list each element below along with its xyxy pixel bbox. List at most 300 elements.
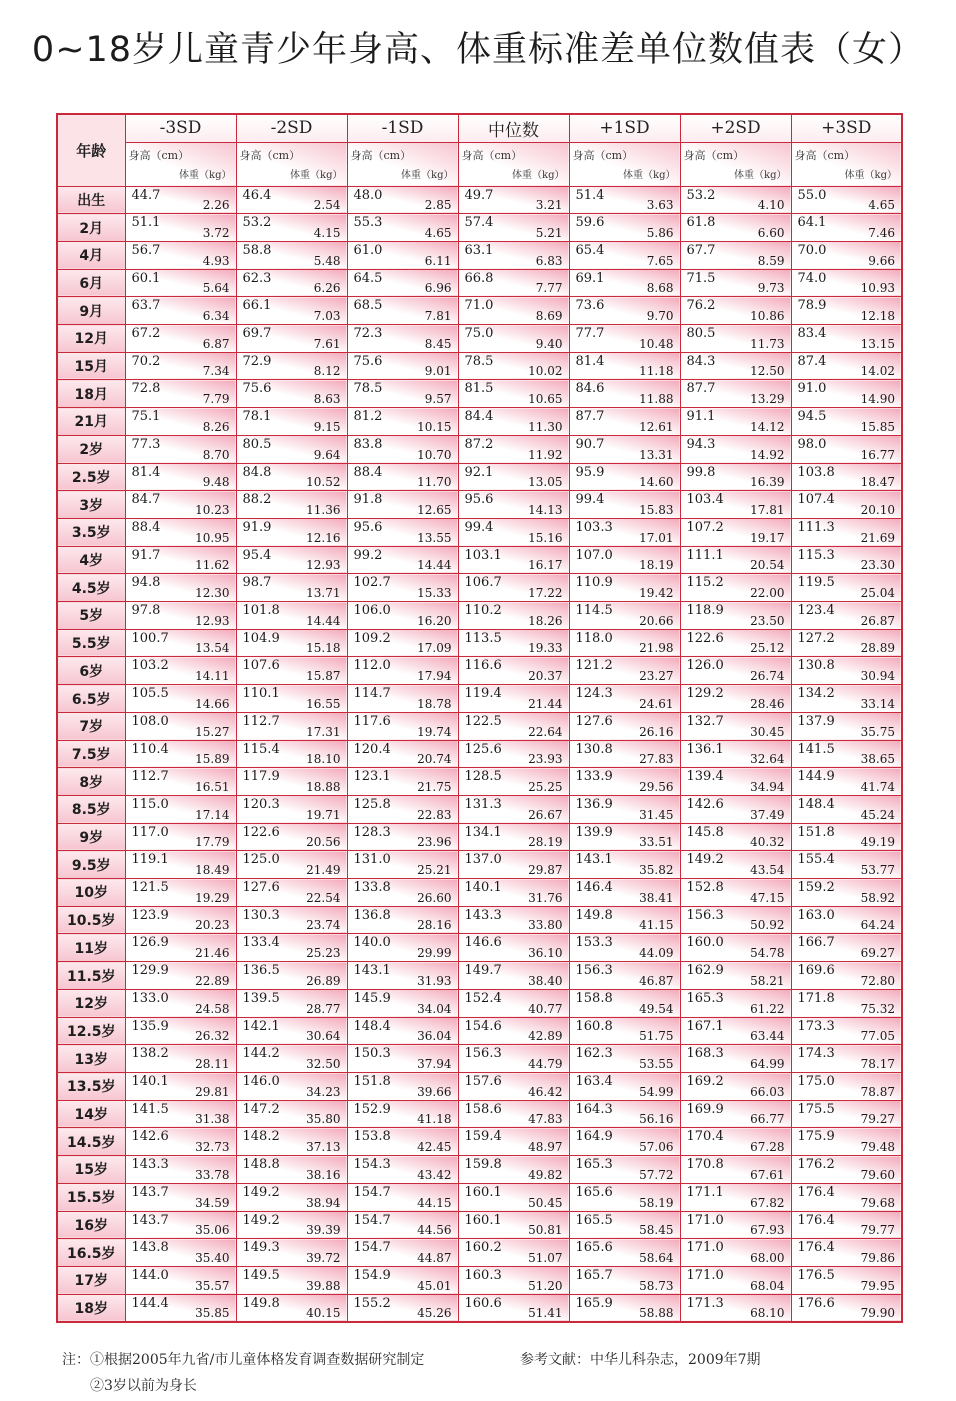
height-value: 169.9 — [686, 1101, 724, 1117]
weight-value: 39.39 — [306, 1223, 341, 1238]
height-value: 153.8 — [353, 1129, 391, 1145]
weight-value: 29.87 — [528, 863, 563, 878]
value-cell — [680, 574, 791, 602]
height-value: 112.7 — [242, 713, 280, 729]
table-row — [57, 1211, 902, 1239]
weight-value: 31.38 — [195, 1112, 230, 1127]
value-cell — [458, 518, 569, 546]
value-cell — [791, 685, 902, 713]
height-value: 104.9 — [242, 630, 280, 646]
weight-value: 12.18 — [860, 309, 895, 324]
weight-value: 14.44 — [306, 613, 341, 628]
value-cell — [347, 934, 458, 962]
value-cell — [569, 1266, 680, 1294]
height-value: 136.9 — [575, 796, 613, 812]
height-value: 146.0 — [242, 1074, 280, 1089]
weight-value: 2.54 — [313, 198, 341, 213]
weight-value: 67.82 — [750, 1195, 785, 1210]
value-cell — [680, 1045, 791, 1073]
height-value: 81.5 — [464, 381, 494, 397]
weight-value: 28.11 — [195, 1057, 230, 1071]
value-cell — [458, 657, 569, 685]
height-value: 162.3 — [575, 1046, 613, 1062]
weight-value: 21.46 — [195, 946, 230, 961]
height-value: 131.3 — [464, 796, 502, 812]
height-value: 171.1 — [686, 1184, 724, 1200]
value-cell — [569, 1211, 680, 1239]
height-value: 80.5 — [242, 436, 272, 452]
weight-value: 34.59 — [195, 1195, 230, 1210]
height-value: 149.8 — [242, 1295, 280, 1311]
value-cell — [458, 1100, 569, 1128]
value-cell — [569, 352, 680, 380]
weight-value: 37.49 — [750, 807, 785, 822]
value-cell — [680, 629, 791, 657]
weight-value: 6.87 — [202, 336, 230, 351]
value-cell — [236, 491, 347, 519]
value-cell — [680, 851, 791, 879]
weight-value: 35.82 — [639, 863, 674, 878]
height-value: 154.3 — [353, 1157, 391, 1173]
value-cell — [791, 989, 902, 1017]
age-cell: 5.5岁 — [57, 629, 125, 657]
value-cell — [347, 1073, 458, 1101]
weight-value: 26.32 — [195, 1029, 230, 1044]
weight-value: 57.06 — [639, 1140, 674, 1155]
value-cell — [125, 325, 236, 353]
weight-value: 24.58 — [195, 1001, 230, 1016]
table-row — [57, 1073, 902, 1101]
value-cell — [791, 186, 902, 214]
height-value: 169.6 — [797, 963, 835, 979]
value-cell — [458, 546, 569, 574]
value-cell — [791, 297, 902, 325]
value-cell — [569, 1128, 680, 1156]
height-value: 116.6 — [464, 658, 502, 674]
table-row — [57, 657, 902, 685]
weight-value: 23.30 — [860, 558, 895, 573]
value-cell — [125, 740, 236, 768]
value-cell — [236, 879, 347, 907]
weight-value: 15.87 — [306, 669, 341, 684]
weight-value: 33.80 — [528, 918, 563, 933]
height-value: 143.8 — [131, 1240, 169, 1256]
weight-value: 21.75 — [417, 779, 452, 794]
weight-value: 28.16 — [417, 918, 452, 933]
height-value: 143.1 — [575, 852, 613, 868]
age-cell: 9岁 — [57, 823, 125, 851]
value-cell — [347, 712, 458, 740]
weight-value: 54.99 — [639, 1084, 674, 1099]
table-row — [57, 186, 902, 214]
height-value: 125.0 — [242, 852, 280, 868]
height-value: 107.0 — [575, 547, 613, 563]
weight-value: 64.99 — [750, 1057, 785, 1071]
value-cell — [125, 186, 236, 214]
weight-value: 8.69 — [535, 309, 563, 324]
weight-value: 23.74 — [306, 918, 341, 933]
weight-value: 9.57 — [424, 392, 452, 407]
weight-value: 12.30 — [195, 586, 230, 601]
value-cell — [680, 934, 791, 962]
weight-value: 15.89 — [195, 752, 230, 767]
weight-value: 19.33 — [528, 641, 563, 656]
value-cell — [236, 214, 347, 242]
value-cell — [458, 269, 569, 297]
height-value: 61.0 — [353, 242, 383, 258]
weight-value: 20.37 — [528, 669, 563, 684]
value-cell — [680, 435, 791, 463]
value-cell — [125, 269, 236, 297]
height-value: 140.1 — [131, 1074, 169, 1089]
sub-header — [347, 142, 458, 186]
height-unit-label: 身高（cm） — [128, 148, 190, 162]
table-row — [57, 297, 902, 325]
height-value: 156.3 — [464, 1046, 502, 1062]
value-cell — [236, 768, 347, 796]
weight-value: 68.10 — [750, 1306, 785, 1320]
weight-value: 23.96 — [417, 835, 452, 850]
value-cell — [569, 1183, 680, 1211]
age-cell: 6岁 — [57, 657, 125, 685]
table-row — [57, 491, 902, 519]
weight-value: 17.22 — [528, 586, 563, 601]
age-cell: 8岁 — [57, 768, 125, 796]
height-value: 149.8 — [575, 907, 613, 923]
height-value: 127.2 — [797, 630, 835, 646]
height-value: 133.9 — [575, 769, 613, 785]
weight-value: 13.29 — [750, 392, 785, 407]
weight-value: 13.71 — [306, 586, 341, 601]
height-value: 154.7 — [353, 1240, 391, 1256]
weight-value: 14.90 — [860, 392, 895, 407]
value-cell — [680, 325, 791, 353]
height-value: 155.4 — [797, 852, 835, 868]
value-cell — [347, 1100, 458, 1128]
value-cell — [680, 352, 791, 380]
table-row — [57, 1017, 902, 1045]
height-value: 117.6 — [353, 713, 391, 729]
value-cell — [125, 241, 236, 269]
height-value: 75.6 — [353, 353, 383, 369]
value-cell — [458, 297, 569, 325]
value-cell — [458, 629, 569, 657]
height-value: 91.1 — [686, 409, 716, 425]
weight-value: 11.62 — [195, 558, 230, 573]
value-cell — [791, 241, 902, 269]
value-cell — [125, 602, 236, 630]
weight-value: 38.65 — [860, 752, 895, 767]
value-cell — [680, 269, 791, 297]
value-cell — [347, 657, 458, 685]
weight-value: 25.21 — [417, 863, 452, 878]
value-cell — [236, 740, 347, 768]
value-cell — [236, 325, 347, 353]
value-cell — [458, 214, 569, 242]
height-value: 64.1 — [797, 215, 827, 231]
height-value: 95.9 — [575, 464, 605, 480]
value-cell — [125, 989, 236, 1017]
weight-unit-label: 体重（kg） — [844, 169, 897, 181]
height-value: 63.7 — [131, 298, 161, 314]
value-cell — [680, 1183, 791, 1211]
value-cell — [458, 352, 569, 380]
height-value: 78.9 — [797, 298, 827, 314]
weight-value: 5.64 — [202, 281, 230, 296]
value-cell — [569, 186, 680, 214]
height-value: 118.9 — [686, 603, 724, 619]
height-value: 100.7 — [131, 630, 169, 646]
weight-value: 23.93 — [528, 752, 563, 767]
height-value: 164.9 — [575, 1129, 613, 1145]
weight-value: 9.40 — [535, 336, 563, 351]
weight-value: 37.13 — [306, 1140, 341, 1155]
value-cell — [569, 712, 680, 740]
age-cell: 2.5岁 — [57, 463, 125, 491]
table-row — [57, 325, 902, 353]
value-cell — [125, 435, 236, 463]
weight-value: 30.64 — [306, 1029, 341, 1044]
height-value: 165.3 — [575, 1157, 613, 1173]
value-cell — [125, 491, 236, 519]
weight-value: 79.90 — [860, 1306, 895, 1320]
height-value: 117.0 — [131, 824, 169, 840]
value-cell — [458, 1045, 569, 1073]
value-cell — [458, 186, 569, 214]
weight-value: 13.31 — [639, 447, 674, 462]
value-cell — [347, 740, 458, 768]
weight-value: 79.77 — [860, 1223, 895, 1238]
weight-value: 3.21 — [535, 198, 563, 213]
height-value: 146.6 — [464, 935, 502, 951]
table-row — [57, 380, 902, 408]
height-value: 91.7 — [131, 547, 161, 563]
weight-value: 9.48 — [202, 475, 230, 490]
height-value: 81.4 — [575, 353, 605, 369]
weight-value: 25.12 — [750, 641, 785, 656]
value-cell — [680, 1266, 791, 1294]
height-value: 165.7 — [575, 1267, 613, 1283]
weight-value: 14.13 — [528, 502, 563, 517]
table-row — [57, 1156, 902, 1184]
value-cell — [458, 712, 569, 740]
height-value: 56.7 — [131, 242, 161, 258]
weight-value: 72.80 — [860, 973, 895, 988]
weight-value: 4.10 — [757, 198, 785, 213]
value-cell — [680, 186, 791, 214]
weight-value: 7.65 — [646, 253, 674, 268]
weight-value: 13.15 — [860, 336, 895, 351]
weight-value: 22.64 — [528, 724, 563, 739]
value-cell — [125, 1128, 236, 1156]
weight-value: 11.73 — [750, 336, 785, 351]
height-value: 126.9 — [131, 935, 169, 951]
height-value: 175.9 — [797, 1129, 835, 1145]
sd-group-header: -1SD — [347, 114, 458, 142]
sub-header — [569, 142, 680, 186]
value-cell — [236, 1017, 347, 1045]
height-value: 102.7 — [353, 575, 391, 591]
value-cell — [458, 435, 569, 463]
height-value: 173.3 — [797, 1018, 835, 1034]
sub-header — [458, 142, 569, 186]
height-value: 136.8 — [353, 907, 391, 923]
age-cell: 4月 — [57, 241, 125, 269]
value-cell — [569, 795, 680, 823]
height-value: 67.2 — [131, 326, 161, 342]
weight-value: 9.66 — [868, 253, 895, 268]
weight-value: 68.04 — [750, 1278, 785, 1293]
value-cell — [569, 1294, 680, 1322]
weight-value: 15.33 — [417, 586, 452, 601]
value-cell — [569, 297, 680, 325]
weight-unit-label: 体重（kg） — [512, 169, 565, 181]
value-cell — [569, 823, 680, 851]
height-value: 95.6 — [353, 519, 383, 535]
value-cell — [347, 962, 458, 990]
height-value: 61.8 — [686, 215, 716, 231]
height-value: 103.1 — [464, 547, 502, 563]
weight-value: 19.71 — [306, 807, 341, 822]
weight-value: 14.92 — [750, 447, 785, 462]
height-value: 151.8 — [797, 824, 835, 840]
sd-group-header: -3SD — [125, 114, 236, 142]
weight-value: 51.20 — [528, 1278, 563, 1293]
height-value: 165.6 — [575, 1184, 613, 1200]
value-cell — [125, 463, 236, 491]
weight-value: 50.81 — [528, 1223, 563, 1238]
height-value: 167.1 — [686, 1018, 724, 1034]
weight-value: 50.45 — [528, 1195, 563, 1210]
height-value: 153.3 — [575, 935, 613, 951]
height-value: 160.2 — [464, 1240, 502, 1256]
value-cell — [569, 518, 680, 546]
weight-value: 51.75 — [639, 1029, 674, 1044]
value-cell — [125, 1183, 236, 1211]
weight-value: 12.65 — [417, 502, 452, 517]
table-row — [57, 1239, 902, 1267]
value-cell — [236, 408, 347, 436]
value-cell — [347, 1017, 458, 1045]
height-value: 144.0 — [131, 1267, 169, 1283]
height-value: 176.6 — [797, 1295, 835, 1311]
weight-value: 78.87 — [860, 1084, 895, 1099]
value-cell — [791, 768, 902, 796]
height-value: 162.9 — [686, 963, 724, 979]
weight-value: 4.15 — [313, 225, 341, 240]
weight-value: 16.20 — [417, 613, 452, 628]
value-cell — [125, 1100, 236, 1128]
value-cell — [347, 879, 458, 907]
weight-value: 9.73 — [757, 281, 785, 296]
weight-value: 46.87 — [639, 973, 674, 988]
value-cell — [125, 1045, 236, 1073]
weight-value: 12.50 — [750, 364, 785, 379]
weight-value: 67.28 — [750, 1140, 785, 1155]
height-value: 135.9 — [131, 1018, 169, 1034]
value-cell — [458, 1183, 569, 1211]
height-value: 108.0 — [131, 713, 169, 729]
weight-value: 10.52 — [306, 475, 341, 490]
height-value: 166.7 — [797, 935, 835, 951]
height-value: 103.8 — [797, 464, 835, 480]
value-cell — [680, 879, 791, 907]
page-title: 0~18岁儿童青少年身高、体重标准差单位数值表（女） — [31, 30, 925, 70]
height-value: 97.8 — [131, 603, 161, 619]
weight-value: 49.54 — [639, 1001, 674, 1016]
table-row — [57, 1294, 902, 1322]
value-cell — [458, 934, 569, 962]
height-value: 119.5 — [797, 575, 835, 591]
sub-header — [125, 142, 236, 186]
value-cell — [347, 297, 458, 325]
weight-value: 32.73 — [195, 1140, 230, 1155]
weight-value: 38.40 — [528, 973, 563, 988]
value-cell — [236, 1100, 347, 1128]
height-value: 49.7 — [464, 187, 494, 203]
value-cell — [125, 712, 236, 740]
value-cell — [125, 1266, 236, 1294]
height-value: 55.0 — [797, 187, 827, 203]
weight-value: 32.50 — [306, 1057, 341, 1071]
height-unit-label: 身高（cm） — [239, 148, 301, 162]
height-value: 112.7 — [131, 769, 169, 785]
value-cell — [125, 906, 236, 934]
weight-value: 26.89 — [306, 973, 341, 988]
value-cell — [458, 1211, 569, 1239]
height-value: 163.0 — [797, 907, 835, 923]
value-cell — [458, 380, 569, 408]
height-value: 141.5 — [131, 1101, 169, 1117]
weight-value: 18.88 — [306, 779, 341, 794]
value-cell — [347, 1128, 458, 1156]
weight-value: 35.80 — [306, 1112, 341, 1127]
height-value: 136.1 — [686, 741, 724, 757]
sd-group-header: +1SD — [569, 114, 680, 142]
value-cell — [569, 574, 680, 602]
height-value: 72.9 — [242, 353, 272, 369]
table-row — [57, 241, 902, 269]
value-cell — [125, 546, 236, 574]
age-cell: 4.5岁 — [57, 574, 125, 602]
height-value: 142.6 — [686, 796, 724, 812]
footnote-length-note: ②3岁以前为身长 — [90, 1378, 197, 1394]
value-cell — [791, 1017, 902, 1045]
weight-value: 44.87 — [417, 1250, 452, 1265]
height-value: 80.5 — [686, 326, 716, 342]
height-value: 83.8 — [353, 436, 383, 452]
weight-value: 17.14 — [195, 807, 230, 822]
value-cell — [125, 962, 236, 990]
height-value: 113.5 — [464, 630, 502, 646]
height-unit-label: 身高（cm） — [461, 148, 523, 162]
weight-value: 35.06 — [195, 1223, 230, 1238]
table-row — [57, 214, 902, 242]
weight-value: 5.21 — [535, 225, 563, 240]
height-value: 131.0 — [353, 852, 391, 868]
weight-value: 51.07 — [528, 1250, 563, 1265]
table-row — [57, 879, 902, 907]
weight-value: 68.00 — [750, 1250, 785, 1265]
value-cell — [569, 602, 680, 630]
value-cell — [791, 1045, 902, 1073]
height-value: 165.9 — [575, 1295, 613, 1311]
height-value: 148.4 — [797, 796, 835, 812]
value-cell — [347, 186, 458, 214]
weight-value: 75.32 — [860, 1001, 895, 1016]
value-cell — [236, 518, 347, 546]
weight-value: 58.92 — [860, 890, 895, 905]
